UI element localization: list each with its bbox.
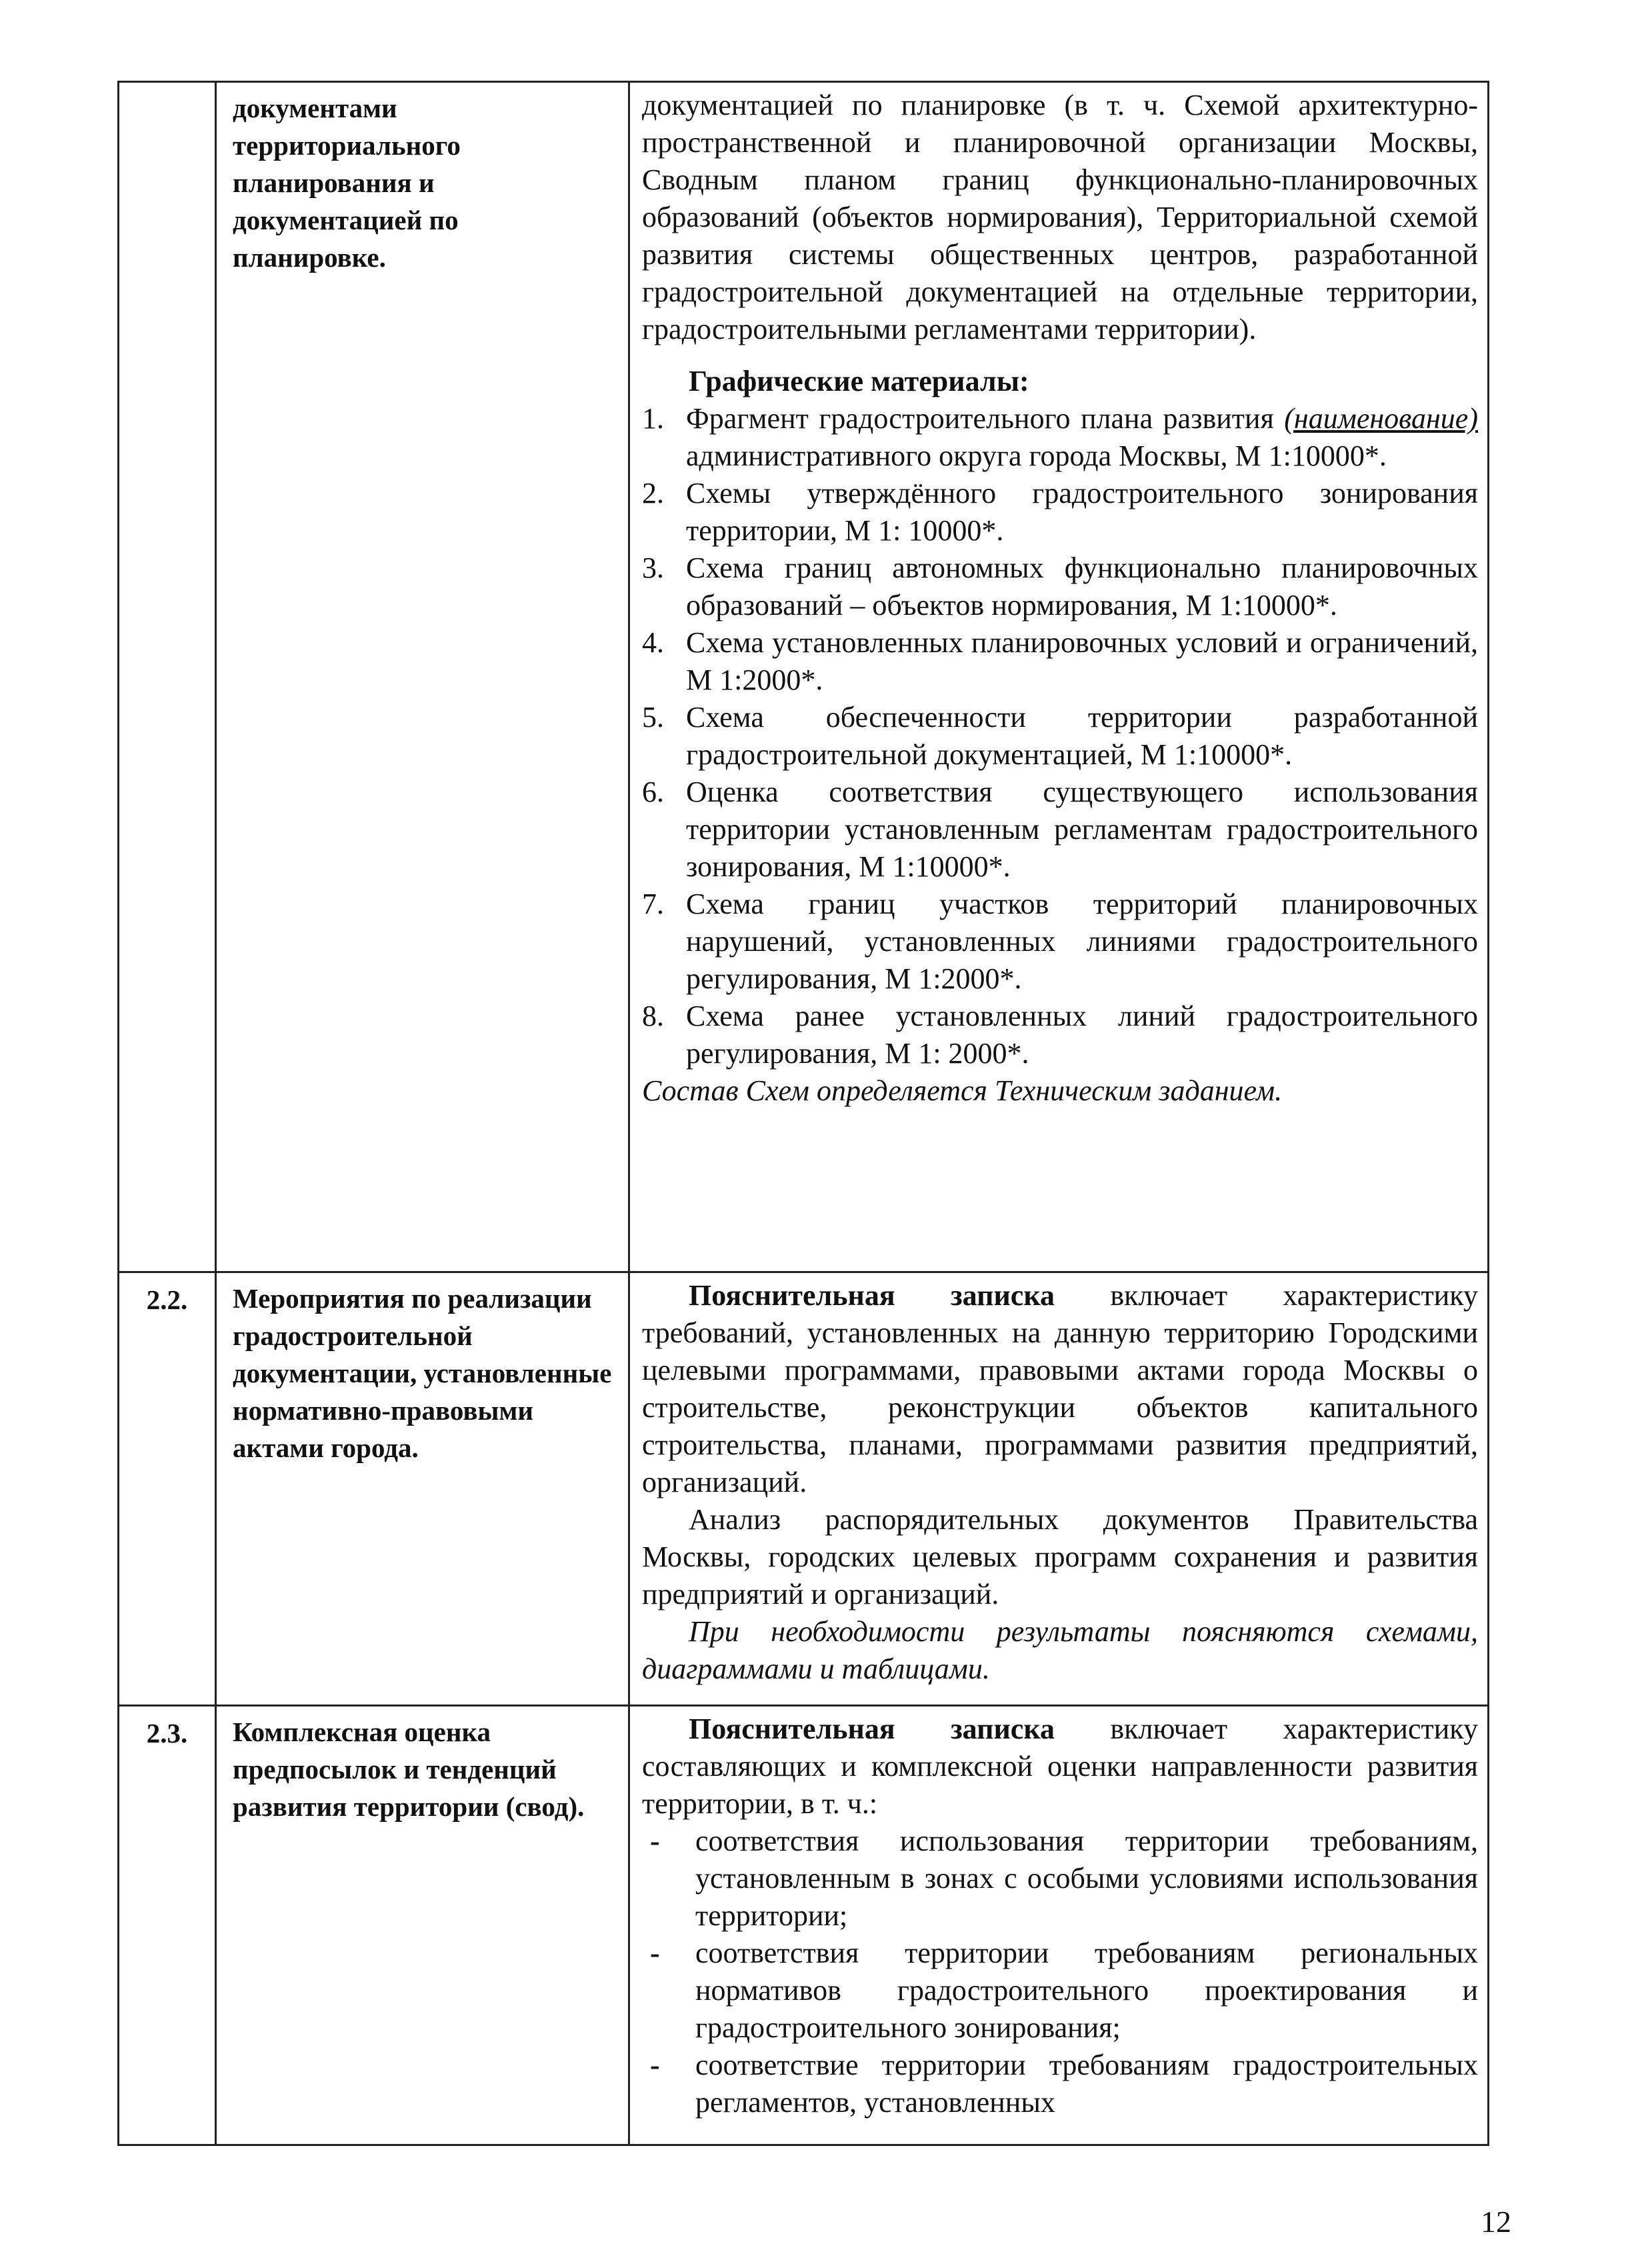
list-item: 7. Схема границ участков территорий планировочных нарушений, установленных линиями градостроительного регулирования, М 1:2000*. bbox=[642, 888, 1478, 995]
row-number: 2.2. bbox=[119, 1272, 216, 1706]
row-number: 2.3. bbox=[119, 1706, 216, 2145]
list-item: 6. Оценка соответствия существующего использования территории установленным регламентам градостроительного зонирования, М 1:10000*. bbox=[642, 776, 1478, 883]
list-item: - соответствия территории требованиям региональных нормативов градостроительного проектирования и градостроительного зонирования; bbox=[650, 1937, 1478, 2044]
list-item: 1. Фрагмент градостроительного плана развития (наименование) административного округа города Москвы, М 1:10000*. bbox=[642, 402, 1478, 472]
graphics-title: Графические материалы: bbox=[689, 365, 1029, 397]
description-intro: документацией по планировке (в т. ч. Схемой архитектурно-пространственной и планировочной организации Москвы, Сводным планом границ функционально-планировочных образований (объектов нормирования), Территориальной схемой развития системы общественных центров, разработанной градостроительной документацией на отдельные территории, градостроительными регламентами территории). bbox=[642, 89, 1478, 345]
page-number: 12 bbox=[1481, 2205, 1511, 2239]
list-item: 8. Схема ранее установленных линий градостроительного регулирования, М 1: 2000*. bbox=[642, 1000, 1478, 1070]
list-item: - соответствие территории требованиям градостроительных регламентов, установленных bbox=[650, 2049, 1478, 2119]
paragraph: При необходимости результаты поясняются схемами, диаграммами и таблицами. bbox=[642, 1615, 1478, 1685]
row-description bbox=[629, 82, 1489, 1272]
row-title: Мероприятия по реализации градостроительной документации, установленные нормативно-правовыми актами города. bbox=[216, 1272, 629, 1706]
list-item: 5. Схема обеспеченности территории разработанной градостроительной документацией, М 1:10000*. bbox=[642, 701, 1478, 771]
list-item: 3. Схема границ автономных функционально планировочных образований – объектов нормирования, М 1:10000*. bbox=[642, 551, 1478, 622]
row-title: Комплексная оценка предпосылок и тенденций развития территории (свод). bbox=[216, 1706, 629, 2145]
list-item: 4. Схема установленных планировочных условий и ограничений, М 1:2000*. bbox=[642, 626, 1478, 696]
list-item: 2. Схемы утверждённого градостроительного зонирования территории, М 1: 10000*. bbox=[642, 477, 1478, 547]
table-row bbox=[119, 1706, 1489, 2145]
table-row bbox=[119, 82, 1489, 1272]
row-description bbox=[629, 1272, 1489, 1706]
row-number bbox=[119, 82, 216, 1272]
table-row bbox=[119, 1272, 1489, 1706]
name-placeholder: (наименование) bbox=[1284, 402, 1478, 435]
lead-bold: Пояснительная записка bbox=[689, 1279, 1055, 1312]
graphics-list bbox=[642, 400, 1478, 1072]
footer-note: Состав Схем определяется Техническим заданием. bbox=[642, 1074, 1283, 1107]
row-title: документами территориального планирования и документацией по планировке. bbox=[216, 82, 629, 1272]
lead-bold: Пояснительная записка bbox=[689, 1713, 1055, 1745]
paragraph: Пояснительная записка включает характеристику составляющих и комплексной оценки направленности развития территории, в т. ч.: bbox=[642, 1713, 1478, 1820]
paragraph: Пояснительная записка включает характеристику требований, установленных на данную территорию Городскими целевыми программами, правовыми актами города Москвы о строительстве, реконструкции объектов капитального строительства, планами, программами развития предприятий, организаций. bbox=[642, 1279, 1478, 1498]
list-item: - соответствия использования территории требованиям, установленным в зонах с особыми условиями использования территории; bbox=[650, 1825, 1478, 1932]
dash-list bbox=[642, 1823, 1478, 2121]
document-table bbox=[117, 81, 1489, 2146]
paragraph: Анализ распорядительных документов Правительства Москвы, городских целевых программ сохранения и развития предприятий и организаций. bbox=[642, 1503, 1478, 1610]
row-description bbox=[629, 1706, 1489, 2145]
